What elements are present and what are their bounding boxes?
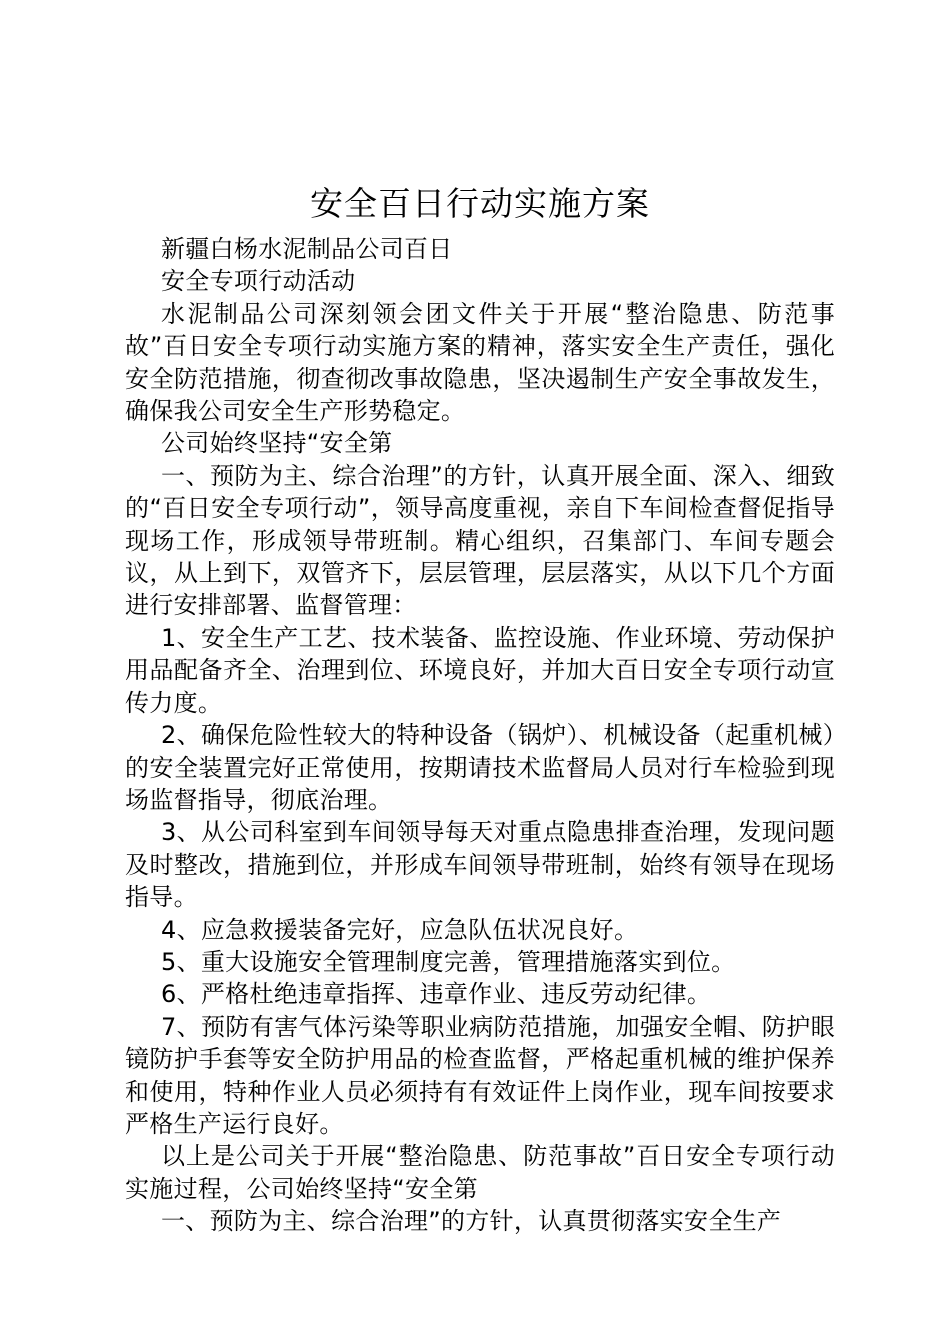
paragraph-activity: 安全专项行动活动 <box>161 267 356 296</box>
paragraph-arrangement: 一、预防为主、综合治理”的方针，认真开展全面、深入、细致的“百日安全专项行动”，领导高度重视，亲自下车间检查督促指导现场工作，形成领导带班制。精心组织，召集部门、车间专题会议，从上到下，双管齐下，层层管理，层层落实，从以下几个方面进行安排部署、监督管理： <box>125 461 835 620</box>
paragraph-closing: 一、预防为主、综合治理”的方针，认真贯彻落实安全生产 <box>161 1207 782 1236</box>
list-item-7: 7、预防有害气体污染等职业病防范措施，加强安全帽、防护眼镜防护手套等安全防护用品的检查监督，严格起重机械的维护保养和使用，特种作业人员必须持有有效证件上岗作业，现车间按要求严格生产运行良好。 <box>125 1012 835 1138</box>
document-body <box>125 233 835 1238</box>
paragraph-intro: 水泥制品公司深刻领会团文件关于开展“整治隐患、防范事故”百日安全专项行动实施方案的精神，落实安全生产责任，强化安全防范措施，彻查彻改事故隐患，坚决遏制生产安全事故发生，确保我公司安全生产形势稳定。 <box>125 299 835 426</box>
list-item-5: 5、重大设施安全管理制度完善，管理措施落实到位。 <box>161 947 736 976</box>
document-title: 安全百日行动实施方案 <box>310 184 650 223</box>
list-item-2: 2、确保危险性较大的特种设备（锅炉）、机械设备（起重机械）的安全装置完好正常使用，按期请技术监督局人员对行车检验到现场监督指导，彻底治理。 <box>125 721 835 814</box>
list-item-6: 6、严格杜绝违章指挥、违章作业、违反劳动纪律。 <box>161 980 712 1009</box>
paragraph-principle: 公司始终坚持“安全第 <box>161 429 393 458</box>
paragraph-company: 新疆白杨水泥制品公司百日 <box>161 235 453 263</box>
list-item-4: 4、应急救援装备完好，应急队伍状况良好。 <box>161 915 639 944</box>
paragraph-summary: 以上是公司关于开展“整治隐患、防范事故”百日安全专项行动实施过程，公司始终坚持“安全第 <box>125 1142 835 1203</box>
list-item-3: 3、从公司科室到车间领导每天对重点隐患排查治理，发现问题及时整改，措施到位，并形成车间领导带班制，始终有领导在现场指导。 <box>125 818 835 912</box>
list-item-1: 1、安全生产工艺、技术装备、监控设施、作业环境、劳动保护用品配备齐全、治理到位、环境良好，并加大百日安全专项行动宣传力度。 <box>125 623 835 717</box>
